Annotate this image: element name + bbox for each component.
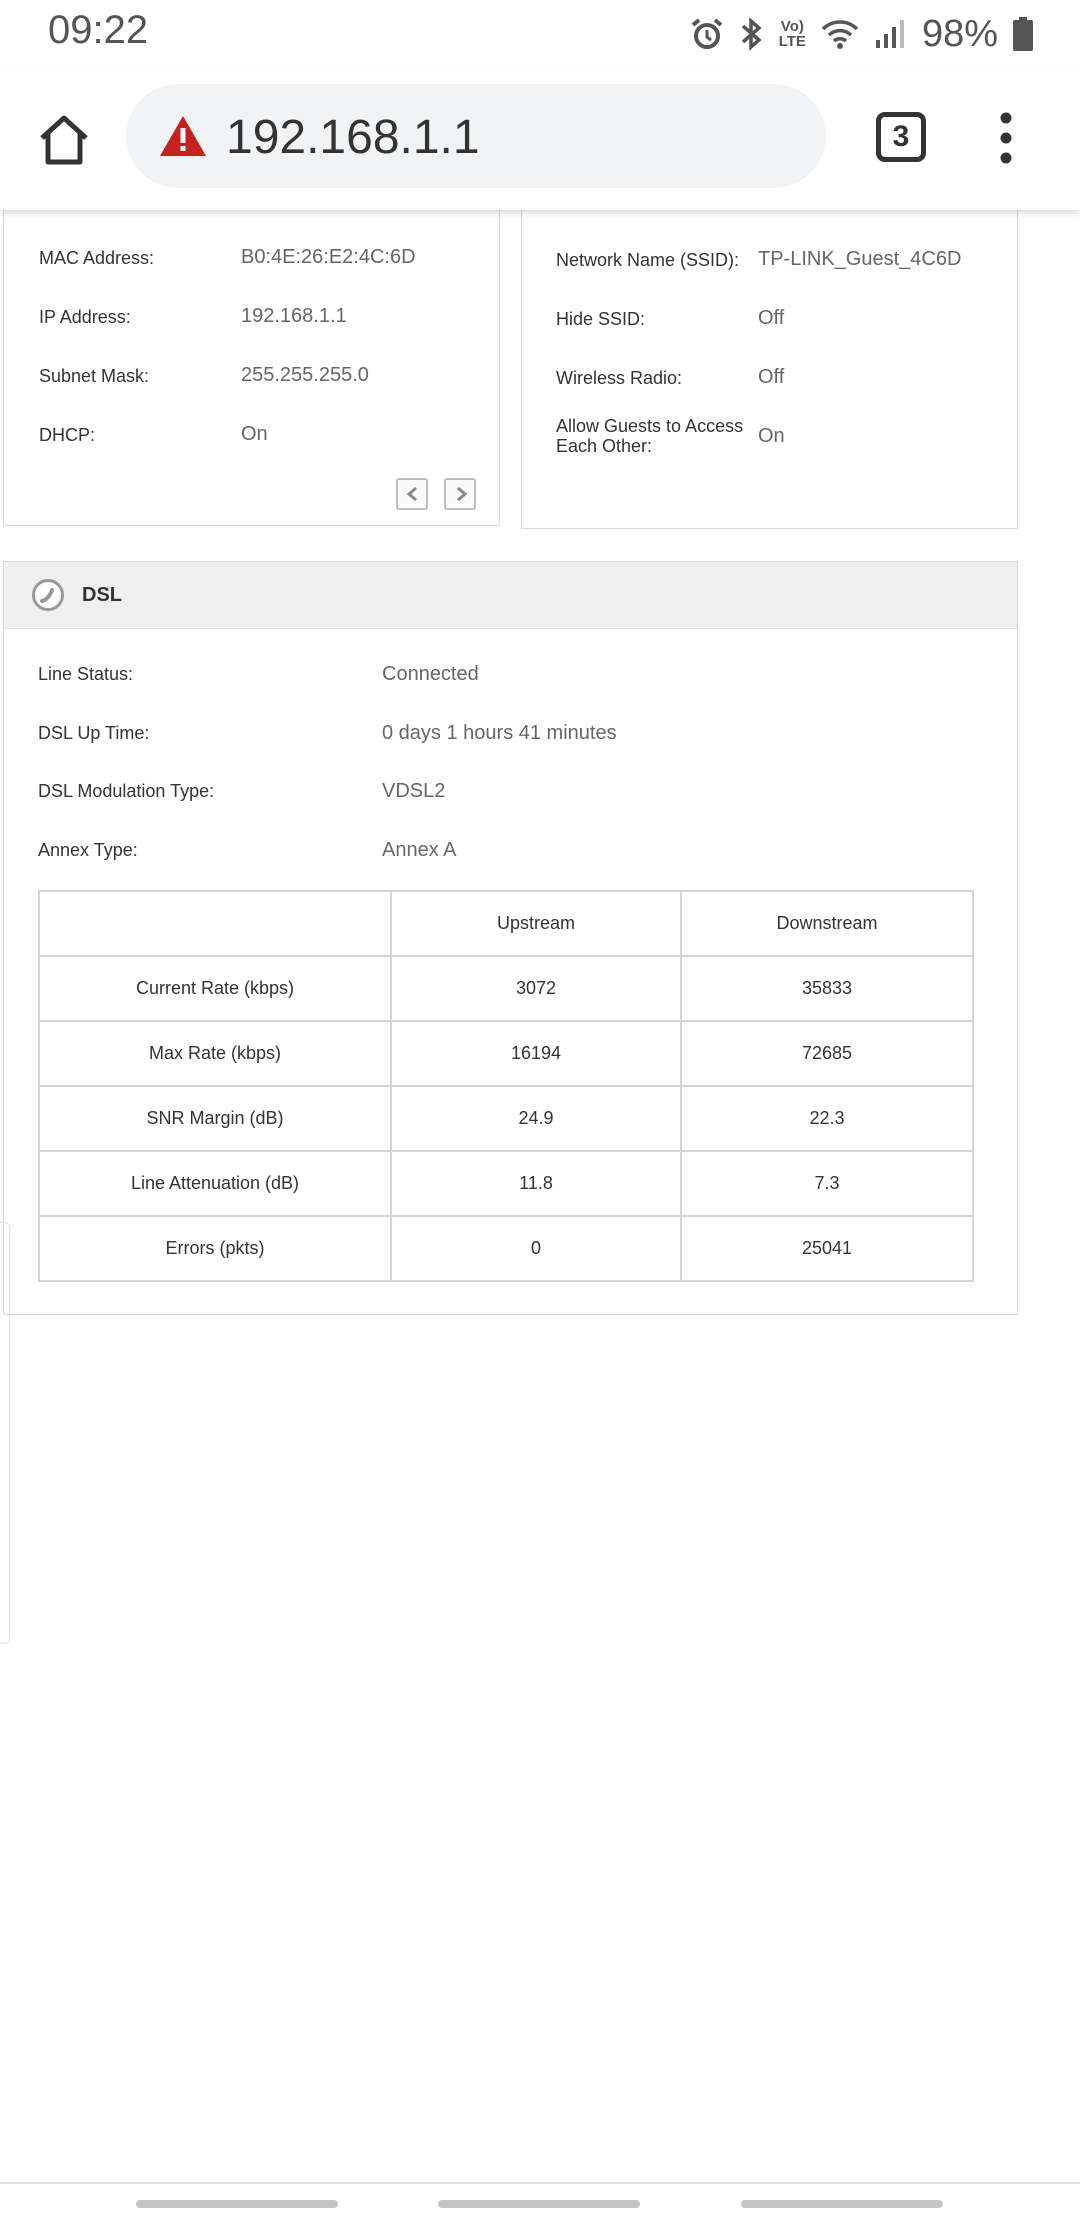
nav-home-gesture-handle[interactable] — [438, 2200, 640, 2208]
home-button[interactable] — [36, 112, 92, 168]
guest-label-wireless-radio: Wireless Radio: — [556, 368, 683, 388]
guest-network-panel — [521, 200, 1018, 529]
battery-percent: 98% — [921, 12, 998, 55]
lan-label-mac: MAC Address: — [39, 248, 155, 268]
lan-value-dhcp: On — [241, 423, 268, 445]
volte-top-text: Vo) — [780, 18, 804, 35]
phone-icon — [31, 578, 65, 617]
lan-label-subnet: Subnet Mask: — [39, 366, 150, 386]
guest-label-ssid: Network Name (SSID): — [556, 250, 740, 270]
dsl-label-annex: Annex Type: — [38, 840, 138, 860]
upstream-value: 11.8 — [391, 1151, 681, 1216]
lan-label-dhcp: DHCP: — [39, 425, 96, 445]
overflow-menu-button[interactable] — [988, 110, 1024, 166]
guest-value-wireless-radio: Off — [758, 366, 785, 388]
dsl-title: DSL — [82, 584, 122, 606]
dsl-label-up-time: DSL Up Time: — [38, 723, 150, 743]
lan-value-subnet: 255.255.255.0 — [241, 364, 369, 386]
guest-label-allow-access — [556, 416, 743, 456]
url-text[interactable]: 192.168.1.1 — [226, 111, 480, 164]
chevron-right-icon — [454, 487, 468, 501]
wifi-icon — [820, 17, 860, 51]
offscreen-panel-edge — [0, 1222, 10, 1644]
chevron-left-icon — [406, 487, 420, 501]
downstream-value: 7.3 — [681, 1151, 973, 1216]
table-row — [39, 1216, 973, 1281]
table-row — [39, 1021, 973, 1086]
dsl-label-line-status: Line Status: — [38, 664, 134, 684]
nav-back-gesture-handle[interactable] — [136, 2200, 338, 2208]
more-vert-icon — [988, 110, 1024, 166]
dsl-panel — [3, 561, 1018, 1315]
guest-label-hide-ssid: Hide SSID: — [556, 309, 646, 329]
dsl-stats-table — [38, 890, 974, 1282]
signal-icon — [874, 18, 906, 50]
downstream-value: 72685 — [681, 1021, 973, 1086]
table-header-upstream: Upstream — [391, 891, 681, 956]
bluetooth-icon — [739, 16, 765, 52]
upstream-value: 0 — [391, 1216, 681, 1281]
upstream-value: 3072 — [391, 956, 681, 1021]
dsl-panel-header — [4, 562, 1017, 629]
downstream-value: 35833 — [681, 956, 973, 1021]
row-name: Errors (pkts) — [39, 1216, 391, 1281]
volte-bottom-text: LTE — [778, 33, 806, 50]
lan-label-ip: IP Address: — [39, 307, 131, 327]
dsl-label-modulation: DSL Modulation Type: — [38, 781, 215, 801]
table-row — [39, 1151, 973, 1216]
row-name: Current Rate (kbps) — [39, 956, 391, 1021]
prev-page-button[interactable] — [396, 478, 428, 510]
status-icons — [689, 12, 1034, 56]
url-bar[interactable] — [126, 84, 826, 188]
dsl-value-line-status: Connected — [382, 663, 479, 685]
guest-value-allow-access: On — [758, 425, 785, 447]
lan-value-ip: 192.168.1.1 — [241, 305, 347, 327]
dsl-value-annex: Annex A — [382, 839, 457, 861]
table-row — [39, 1086, 973, 1151]
guest-value-ssid: TP-LINK_Guest_4C6D — [758, 248, 962, 270]
browser-toolbar — [0, 68, 1080, 210]
downstream-value: 25041 — [681, 1216, 973, 1281]
nav-recents-gesture-handle[interactable] — [741, 2200, 943, 2208]
home-icon — [36, 112, 92, 168]
guest-label-allow-access-line1: Allow Guests to Access — [556, 416, 744, 436]
dsl-value-modulation: VDSL2 — [382, 780, 446, 802]
tab-switcher-button[interactable]: 3 — [876, 112, 926, 162]
dsl-value-up-time: 0 days 1 hours 41 minutes — [382, 722, 617, 744]
table-row — [39, 956, 973, 1021]
warning-icon[interactable] — [158, 114, 208, 163]
table-header-downstream: Downstream — [681, 891, 973, 956]
battery-icon — [1012, 16, 1034, 52]
guest-value-hide-ssid: Off — [758, 307, 785, 329]
status-time: 09:22 — [48, 8, 149, 52]
upstream-value: 24.9 — [391, 1086, 681, 1151]
guest-label-allow-access-line2: Each Other: — [556, 436, 653, 456]
status-bar — [0, 0, 1080, 68]
next-page-button[interactable] — [444, 478, 476, 510]
row-name: Line Attenuation (dB) — [39, 1151, 391, 1216]
alarm-icon — [689, 16, 725, 52]
upstream-value: 16194 — [391, 1021, 681, 1086]
table-header-blank — [39, 891, 391, 956]
lan-panel — [3, 200, 500, 526]
lan-value-mac: B0:4E:26:E2:4C:6D — [241, 246, 416, 268]
table-header-row — [39, 891, 973, 956]
row-name: Max Rate (kbps) — [39, 1021, 391, 1086]
downstream-value: 22.3 — [681, 1086, 973, 1151]
row-name: SNR Margin (dB) — [39, 1086, 391, 1151]
navigation-bar — [0, 2182, 1080, 2220]
volte-icon — [779, 19, 806, 49]
